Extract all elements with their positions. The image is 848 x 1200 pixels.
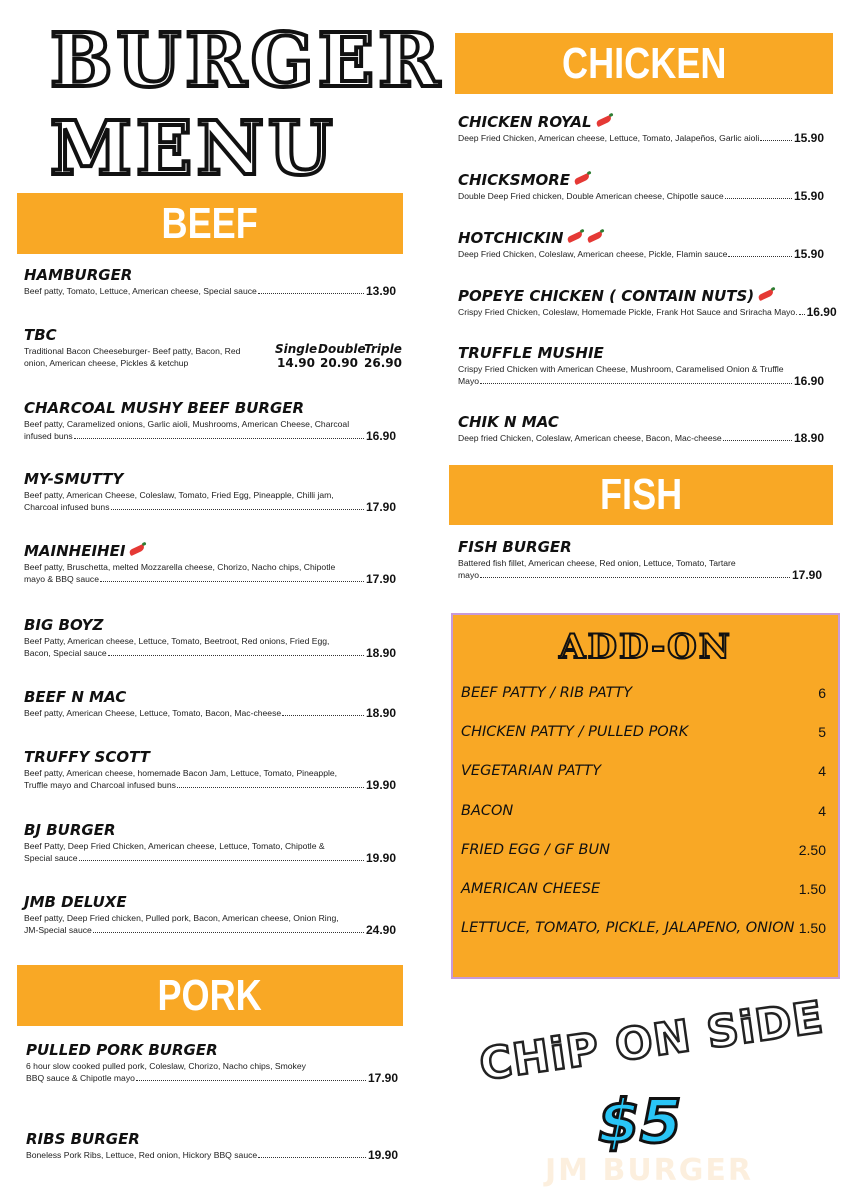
menu-item-price-line — [458, 432, 824, 444]
beef-section-title: BEEF — [161, 199, 259, 248]
menu-item — [24, 748, 396, 791]
addon-item-price: 2.50 — [798, 841, 826, 858]
menu-item-name — [458, 113, 824, 131]
dot-leader — [760, 140, 792, 141]
menu-item-description — [26, 1060, 398, 1084]
menu-item-price: 18.90 — [365, 706, 396, 720]
menu-item-name-text: TBC — [24, 326, 57, 344]
tbc-size-label: Triple — [364, 342, 402, 356]
menu-item-name-text: CHIK N MAC — [458, 413, 559, 431]
dot-leader — [258, 293, 364, 294]
menu-item — [24, 821, 396, 864]
addon-item-label: FRIED EGG / GF BUN — [461, 841, 610, 858]
menu-item-description-line: Boneless Pork Ribs, Lettuce, Red onion, Hickory BBQ sauce — [26, 1150, 258, 1160]
menu-item-price-line — [24, 924, 396, 936]
menu-item-description-line: Crispy Fried Chicken, Coleslaw, Homemade Pickle, Frank Hot Sauce and Sriracha Mayo. — [458, 307, 798, 317]
addon-title: ADD-ON — [559, 627, 732, 667]
menu-item-price-line — [458, 569, 822, 581]
menu-item-price: 17.90 — [367, 1071, 398, 1085]
menu-item-description-line: Beef Patty, Deep Fried Chicken, American cheese, Lettuce, Tomato, Chipotle & — [24, 841, 325, 851]
menu-item-description — [24, 345, 274, 369]
addon-item — [461, 920, 826, 936]
menu-item-description — [24, 635, 396, 659]
menu-item-price: 18.90 — [793, 431, 824, 445]
menu-item-description-line: Beef patty, Tomato, Lettuce, American cheese, Special sauce — [24, 286, 257, 296]
menu-item-description-line: Beef patty, Caramelized onions, Garlic aioli, Mushrooms, American Cheese, Charcoal — [24, 419, 350, 429]
menu-item-description-line: mayo & BBQ sauce — [24, 574, 99, 584]
chili-icon — [129, 543, 146, 555]
menu-item-description-line: Beef patty, Bruschetta, melted Mozzarella cheese, Chorizo, Nacho chips, Chipotle — [24, 562, 336, 572]
menu-item-description-line: Beef patty, American Cheese, Coleslaw, Tomato, Fried Egg, Pineapple, Chilli jam, — [24, 490, 334, 500]
dot-leader — [108, 655, 364, 656]
menu-item-description-line: Traditional Bacon Cheeseburger- Beef patty, Bacon, Red — [24, 346, 241, 356]
addon-item-label: LETTUCE, TOMATO, PICKLE, JALAPENO, ONION — [461, 920, 795, 937]
menu-item-price: 17.90 — [365, 500, 396, 514]
fish-section-title: FISH — [599, 470, 683, 519]
dot-leader — [111, 509, 364, 510]
menu-item-price: 15.90 — [793, 189, 824, 203]
menu-item-name-text: PULLED PORK BURGER — [26, 1041, 218, 1059]
chili-icon — [595, 114, 612, 126]
menu-item-description-line: Deep fried Chicken, Coleslaw, American cheese, Bacon, Mac-cheese — [458, 433, 722, 443]
dot-leader — [79, 860, 364, 861]
menu-item-name — [458, 229, 824, 247]
chili-icon — [587, 230, 604, 242]
menu-item-description — [24, 418, 396, 442]
tbc-size-option — [318, 342, 366, 370]
menu-item — [458, 413, 824, 444]
menu-item-name — [24, 326, 274, 344]
menu-item-name — [458, 344, 824, 362]
chicken-section-banner — [455, 33, 833, 94]
menu-item — [24, 542, 396, 585]
menu-item-name-text: MAINHEIHEI — [24, 542, 126, 560]
menu-item-description-line: Beef Patty, American cheese, Lettuce, Tomato, Beetroot, Red onions, Fried Egg, — [24, 636, 330, 646]
menu-item — [24, 470, 396, 513]
addon-item-label: AMERICAN CHEESE — [461, 881, 601, 897]
menu-item-description — [458, 132, 824, 144]
dot-leader — [93, 932, 364, 933]
tbc-size-option — [275, 342, 317, 370]
menu-item-description — [24, 707, 396, 719]
menu-item-description-line: Battered fish fillet, American cheese, Red onion, Lettuce, Tomato, Tartare — [458, 558, 736, 568]
menu-item-price: 19.90 — [367, 1148, 398, 1162]
menu-item-price: 15.90 — [793, 131, 824, 145]
menu-item — [24, 399, 396, 442]
menu-item — [24, 326, 274, 369]
addon-item-label: BEEF PATTY / RIB PATTY — [461, 685, 633, 701]
addon-item — [461, 803, 826, 819]
dot-leader — [100, 581, 364, 582]
menu-item-name — [458, 287, 824, 305]
menu-item-name — [24, 266, 396, 284]
menu-item-description-line: Mayo — [458, 376, 480, 386]
dot-leader — [480, 383, 792, 384]
menu-item — [458, 171, 824, 202]
menu-item-name — [458, 538, 822, 556]
menu-item-description-line: Beef patty, American cheese, homemade Bacon Jam, Lettuce, Tomato, Pineapple, — [24, 768, 338, 778]
menu-item-description — [26, 1149, 398, 1161]
menu-item-price: 13.90 — [365, 284, 396, 298]
dot-leader — [799, 314, 805, 315]
menu-item-name — [24, 748, 396, 766]
menu-item-price: 16.90 — [806, 305, 837, 319]
menu-item-description-line: mayo — [458, 570, 480, 580]
chip-price: $5 — [598, 1087, 682, 1157]
menu-item-name — [26, 1041, 398, 1059]
tbc-size-price: 26.90 — [364, 356, 402, 370]
menu-item-price-line — [24, 779, 396, 791]
menu-item-name — [24, 542, 396, 560]
menu-item — [24, 266, 396, 297]
dot-leader — [258, 1157, 366, 1158]
pork-section-banner — [17, 965, 403, 1026]
menu-item-name-text: HAMBURGER — [24, 266, 133, 284]
menu-item-description-line: Beef patty, American Cheese, Lettuce, Tomato, Bacon, Mac-cheese — [24, 708, 282, 718]
addon-item-label: BACON — [461, 802, 514, 819]
menu-item — [26, 1130, 398, 1161]
menu-item-name — [24, 893, 396, 911]
menu-item-description-line: Bacon, Special sauce — [24, 648, 107, 658]
tbc-size-label: Double — [318, 342, 366, 356]
tbc-size-price: 14.90 — [277, 356, 315, 370]
menu-item-description — [458, 305, 837, 319]
menu-item — [24, 616, 396, 659]
menu-item-description-line: Beef patty, Deep Fried chicken, Pulled pork, Bacon, American cheese, Onion Ring, — [24, 913, 339, 923]
menu-item-name-text: HOTCHICKIN — [458, 229, 564, 247]
menu-item-name-text: FISH BURGER — [458, 538, 572, 556]
addon-item — [461, 763, 826, 779]
addon-item-label: CHICKEN PATTY / PULLED PORK — [461, 724, 689, 741]
promo-area — [470, 992, 830, 1195]
menu-item-name-text: BIG BOYZ — [24, 616, 104, 634]
addon-item-price: 1.50 — [798, 881, 826, 897]
menu-item-name-text: RIBS BURGER — [26, 1130, 140, 1148]
menu-item-name — [24, 399, 396, 417]
menu-item-price-line — [24, 357, 274, 369]
menu-item — [24, 893, 396, 936]
menu-item-description-line: JM-Special sauce — [24, 925, 92, 935]
tbc-size-option — [362, 342, 404, 370]
menu-item-price-line — [24, 707, 396, 719]
menu-item — [458, 229, 824, 260]
menu-item-price: 15.90 — [793, 247, 824, 261]
addon-item-price: 4 — [818, 802, 826, 819]
menu-item-description — [24, 561, 396, 585]
menu-item-price-line — [26, 1072, 398, 1084]
addon-item-price: 4 — [818, 763, 826, 780]
menu-item-name-text: BEEF N MAC — [24, 688, 127, 706]
menu-item-description — [24, 767, 396, 791]
menu-item-price-line — [24, 647, 396, 659]
menu-item — [458, 113, 824, 144]
menu-item-name — [24, 821, 396, 839]
menu-item — [26, 1041, 398, 1084]
chili-icon — [758, 288, 775, 300]
addon-item-label: VEGETARIAN PATTY — [461, 763, 602, 780]
menu-item-name-text: JMB DELUXE — [24, 893, 127, 911]
menu-item — [24, 688, 396, 719]
addon-item-price: 6 — [818, 685, 826, 701]
dot-leader — [177, 787, 364, 788]
chili-icon — [574, 172, 591, 184]
menu-item-description-line: Crispy Fried Chicken with American Cheese, Mushroom, Caramelised Onion & Truffle — [458, 364, 784, 374]
menu-item-description-line: Double Deep Fried chicken, Double American cheese, Chipotle sauce — [458, 191, 724, 201]
menu-item-name-text: POPEYE CHICKEN ( CONTAIN NUTS) — [458, 287, 755, 305]
menu-item-price-line — [458, 305, 837, 319]
menu-item-price: 16.90 — [793, 374, 824, 388]
menu-item-name-text: CHARCOAL MUSHY BEEF BURGER — [24, 399, 305, 417]
menu-item-description-line: Special sauce — [24, 853, 78, 863]
menu-item-description-line: onion, American cheese, Pickles & ketchup — [24, 358, 189, 368]
tbc-size-price: 20.90 — [320, 356, 358, 370]
menu-item-description — [24, 912, 396, 936]
menu-item-description-line: Deep Fried Chicken, American cheese, Lettuce, Tomato, Jalapeños, Garlic aioli — [458, 133, 760, 143]
menu-item-price: 19.90 — [365, 778, 396, 792]
menu-item-name-text: BJ BURGER — [24, 821, 116, 839]
menu-item-price: 24.90 — [365, 923, 396, 937]
addon-item — [461, 724, 826, 740]
menu-item-price: 18.90 — [365, 646, 396, 660]
menu-title-line2: MENU — [50, 106, 337, 192]
menu-title-line1: BURGER — [50, 18, 444, 104]
menu-item-price-line — [458, 190, 824, 202]
menu-item-description — [458, 432, 824, 444]
menu-item-description-line: Truffle mayo and Charcoal infused buns — [24, 780, 176, 790]
menu-item-description — [458, 190, 824, 202]
menu-item-price-line — [24, 285, 396, 297]
beef-section-banner — [17, 193, 403, 254]
menu-item-description-line: infused buns — [24, 431, 73, 441]
menu-item-description-line: BBQ sauce & Chipotle mayo — [26, 1073, 135, 1083]
dot-leader — [74, 438, 364, 439]
menu-item-name-text: CHICKEN ROYAL — [458, 113, 592, 131]
menu-item-description-line: Deep Fried Chicken, Coleslaw, American cheese, Pickle, Flamin sauce — [458, 249, 728, 259]
menu-item-description — [458, 363, 824, 387]
menu-item-description — [458, 248, 824, 260]
menu-item-price-line — [26, 1149, 398, 1161]
menu-item-price: 17.90 — [791, 568, 822, 582]
menu-item-name — [24, 616, 396, 634]
menu-item-name-text: MY-SMUTTY — [24, 470, 124, 488]
menu-item-description-line: 6 hour slow cooked pulled pork, Coleslaw, Chorizo, Nacho chips, Smokey — [26, 1061, 306, 1071]
chicken-section-title: CHICKEN — [561, 39, 727, 88]
menu-item-price-line — [24, 430, 396, 442]
menu-item-name — [24, 688, 396, 706]
menu-item-price: 19.90 — [365, 851, 396, 865]
menu-item-name — [458, 171, 824, 189]
addon-item-price: 5 — [818, 724, 826, 741]
menu-item-price: 17.90 — [365, 572, 396, 586]
menu-item-description — [24, 489, 396, 513]
menu-item-price-line — [24, 852, 396, 864]
addon-item — [461, 881, 826, 897]
brand-watermark: JM BURGER — [545, 1153, 754, 1188]
menu-item-price-line — [458, 132, 824, 144]
menu-item-description-line: Charcoal infused buns — [24, 502, 110, 512]
menu-item-description — [458, 557, 822, 581]
dot-leader — [282, 715, 364, 716]
menu-item — [458, 287, 837, 319]
menu-item-name — [24, 470, 396, 488]
menu-item-description — [24, 840, 396, 864]
fish-section-banner — [449, 465, 833, 525]
menu-item-price-line — [458, 375, 824, 387]
menu-item-name — [458, 413, 824, 431]
menu-item-name-text: CHICKSMORE — [458, 171, 571, 189]
addon-item — [461, 685, 826, 701]
menu-item-description — [24, 285, 396, 297]
menu-item-name-text: TRUFFLE MUSHIE — [458, 344, 604, 362]
menu-item-price: 16.90 — [365, 429, 396, 443]
menu-item-name-text: TRUFFY SCOTT — [24, 748, 150, 766]
dot-leader — [728, 256, 792, 257]
dot-leader — [725, 198, 792, 199]
tbc-size-label: Single — [275, 342, 318, 356]
pork-section-title: PORK — [157, 971, 263, 1020]
addon-item-price: 1.50 — [798, 920, 826, 937]
menu-item — [458, 538, 822, 581]
chip-on-side-label: CHiP ON SiDE — [476, 992, 827, 1091]
chili-icon — [567, 230, 584, 242]
menu-item-price-line — [24, 501, 396, 513]
menu-item-price-line — [24, 573, 396, 585]
addon-item — [461, 842, 826, 858]
dot-leader — [723, 440, 792, 441]
dot-leader — [480, 577, 790, 578]
menu-item — [458, 344, 824, 387]
menu-item-price-line — [458, 248, 824, 260]
addon-panel — [451, 613, 840, 979]
dot-leader — [136, 1080, 366, 1081]
menu-item-name — [26, 1130, 398, 1148]
